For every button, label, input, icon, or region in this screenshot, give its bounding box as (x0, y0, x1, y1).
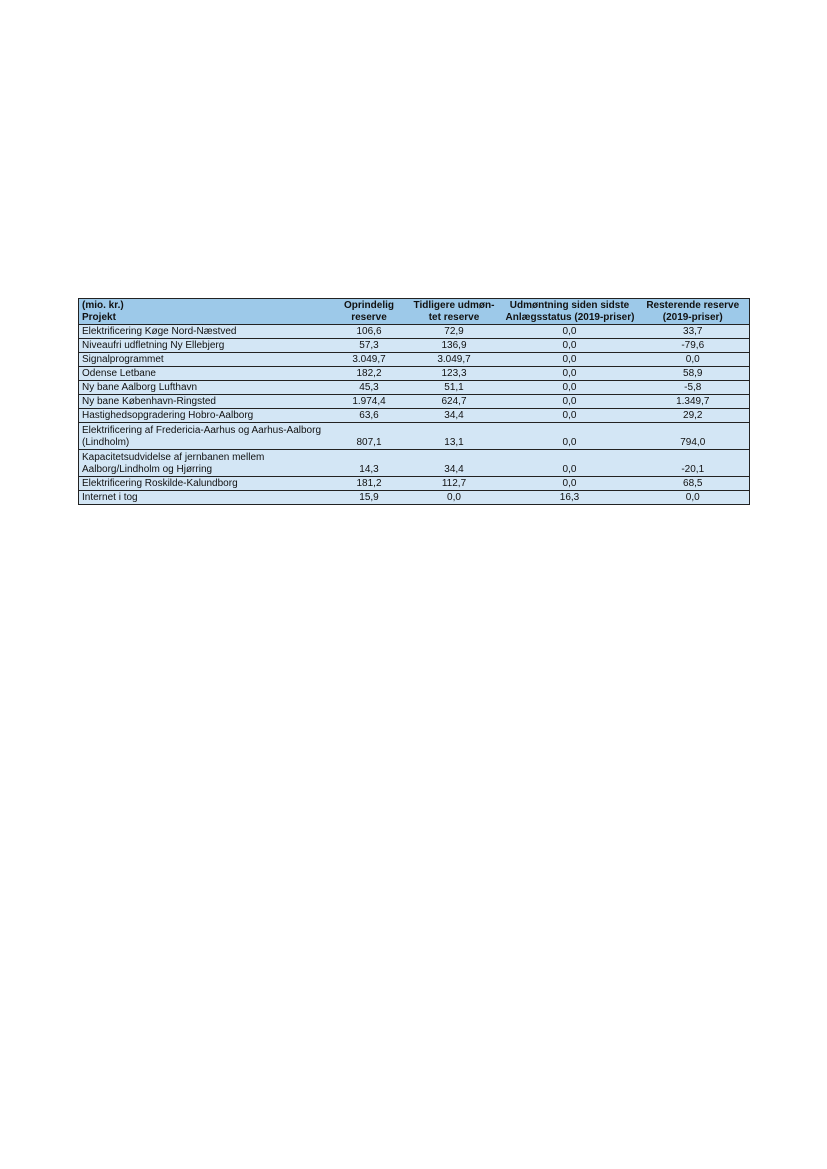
header-original-line2: reserve (351, 312, 387, 323)
table-row (79, 325, 750, 339)
cell-remaining: 0,0 (637, 353, 750, 367)
cell-original: 3.049,7 (333, 353, 406, 367)
cell-since: 0,0 (503, 381, 637, 395)
cell-original: 15,9 (333, 491, 406, 505)
cell-project-line1: Kapacitetsudvidelse af jernbanen mellem (82, 452, 265, 463)
cell-remaining: 33,7 (637, 325, 750, 339)
cell-project: Odense Letbane (79, 367, 333, 381)
cell-previous: 13,1 (406, 423, 503, 450)
cell-previous: 112,7 (406, 477, 503, 491)
table-row (79, 491, 750, 505)
cell-project: Hastighedsopgradering Hobro-Aalborg (79, 409, 333, 423)
header-project (79, 299, 333, 325)
table-row (79, 409, 750, 423)
cell-remaining: -5,8 (637, 381, 750, 395)
cell-original: 45,3 (333, 381, 406, 395)
cell-remaining: 29,2 (637, 409, 750, 423)
table-row (79, 423, 750, 450)
cell-since: 0,0 (503, 339, 637, 353)
cell-original: 63,6 (333, 409, 406, 423)
cell-project: Ny bane Aalborg Lufthavn (79, 381, 333, 395)
cell-since: 0,0 (503, 353, 637, 367)
cell-previous: 51,1 (406, 381, 503, 395)
cell-previous: 0,0 (406, 491, 503, 505)
cell-previous: 624,7 (406, 395, 503, 409)
cell-project: Elektrificering Køge Nord-Næstved (79, 325, 333, 339)
cell-previous: 123,3 (406, 367, 503, 381)
table-row (79, 381, 750, 395)
header-project-label: Projekt (82, 312, 116, 323)
cell-previous: 34,4 (406, 450, 503, 477)
cell-project (79, 450, 333, 477)
cell-project: Elektrificering Roskilde-Kalundborg (79, 477, 333, 491)
table-body (79, 325, 750, 505)
table-row (79, 477, 750, 491)
cell-project-line2: (Lindholm) (82, 437, 130, 448)
header-row (79, 299, 750, 325)
cell-previous: 34,4 (406, 409, 503, 423)
cell-remaining: 0,0 (637, 491, 750, 505)
table-header (79, 299, 750, 325)
cell-project: Internet i tog (79, 491, 333, 505)
cell-remaining: 1.349,7 (637, 395, 750, 409)
header-since-line2: Anlægsstatus (2019-priser) (505, 312, 635, 323)
cell-project: Ny bane København-Ringsted (79, 395, 333, 409)
header-previous-line1: Tidligere udmøn- (413, 300, 495, 311)
cell-project-line1: Elektrificering af Fredericia-Aarhus og Aarhus-Aalborg (82, 425, 321, 436)
header-original-line1: Oprindelig (344, 300, 394, 311)
cell-previous: 72,9 (406, 325, 503, 339)
cell-since: 0,0 (503, 367, 637, 381)
cell-previous: 136,9 (406, 339, 503, 353)
header-previous-line2: tet reserve (428, 312, 480, 323)
cell-since: 0,0 (503, 450, 637, 477)
cell-previous: 3.049,7 (406, 353, 503, 367)
table-row (79, 395, 750, 409)
cell-since: 0,0 (503, 409, 637, 423)
cell-project: Signalprogrammet (79, 353, 333, 367)
table-row (79, 339, 750, 353)
cell-original: 14,3 (333, 450, 406, 477)
cell-original: 182,2 (333, 367, 406, 381)
cell-original: 807,1 (333, 423, 406, 450)
header-since-last-status (503, 299, 637, 325)
cell-original: 1.974,4 (333, 395, 406, 409)
header-remaining-line1: Resterende reserve (646, 300, 740, 311)
cell-remaining: -79,6 (637, 339, 750, 353)
table-row (79, 353, 750, 367)
reserve-table-container (78, 298, 749, 505)
cell-remaining: -20,1 (637, 450, 750, 477)
cell-since: 16,3 (503, 491, 637, 505)
cell-remaining: 58,9 (637, 367, 750, 381)
cell-since: 0,0 (503, 395, 637, 409)
header-previous-reserve (406, 299, 503, 325)
cell-remaining: 68,5 (637, 477, 750, 491)
cell-project: Niveaufri udfletning Ny Ellebjerg (79, 339, 333, 353)
cell-project-line2: Aalborg/Lindholm og Hjørring (82, 464, 213, 475)
header-unit: (mio. kr.) (82, 300, 124, 311)
table-row (79, 367, 750, 381)
cell-project (79, 423, 333, 450)
table-row (79, 450, 750, 477)
cell-since: 0,0 (503, 325, 637, 339)
cell-original: 181,2 (333, 477, 406, 491)
header-remaining-reserve (637, 299, 750, 325)
cell-remaining: 794,0 (637, 423, 750, 450)
header-original-reserve (333, 299, 406, 325)
header-since-line1: Udmøntning siden sidste (509, 300, 630, 311)
cell-original: 106,6 (333, 325, 406, 339)
cell-original: 57,3 (333, 339, 406, 353)
cell-since: 0,0 (503, 423, 637, 450)
cell-since: 0,0 (503, 477, 637, 491)
header-remaining-line2: (2019-priser) (662, 312, 723, 323)
reserve-table (78, 298, 750, 505)
